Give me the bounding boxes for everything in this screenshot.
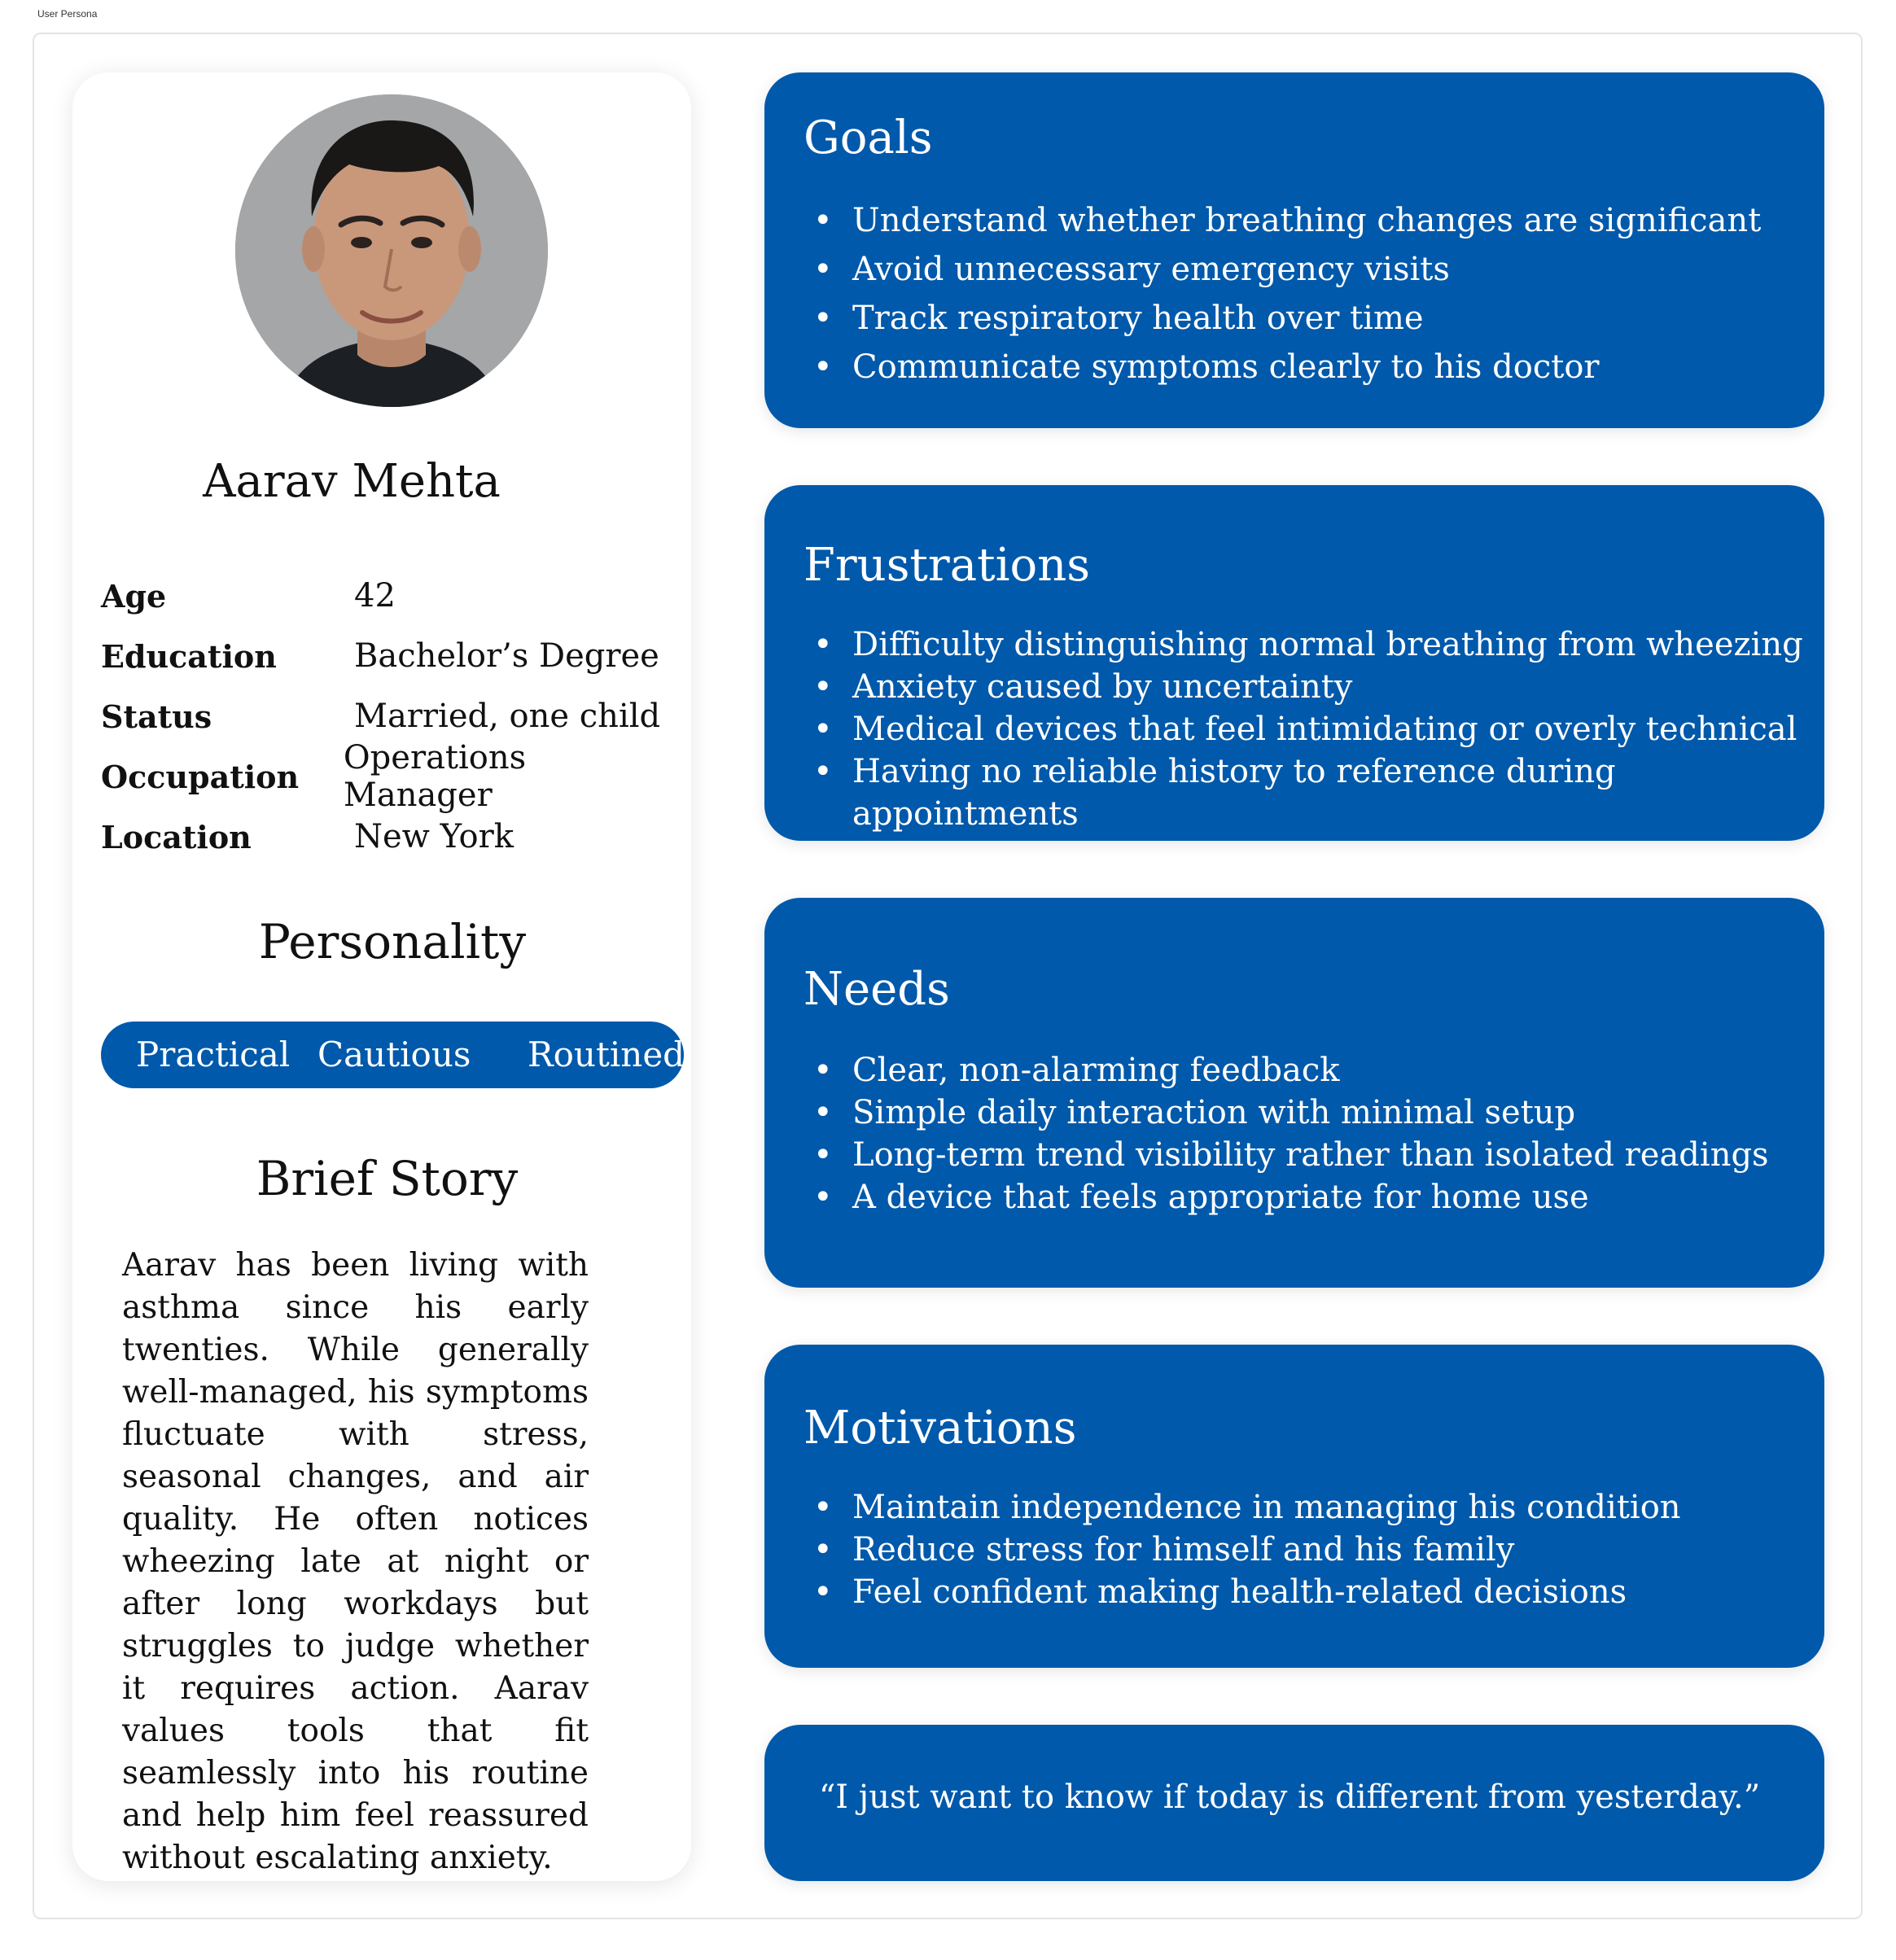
trait-tag: Routined <box>528 1035 685 1074</box>
needs-list <box>813 1049 1769 1218</box>
needs-card <box>764 898 1824 1288</box>
list-item: • Clear, non-alarming feedback <box>813 1049 1769 1092</box>
frustrations-list <box>813 623 1824 835</box>
list-item: • Medical devices that feel intimidating or overly technical <box>813 708 1824 750</box>
list-item: • Anxiety caused by uncertainty <box>813 666 1824 708</box>
detail-value: 42 <box>354 577 396 615</box>
frustrations-title: Frustrations <box>804 539 1091 592</box>
list-item: • Avoid unnecessary emergency visits <box>813 245 1761 294</box>
detail-row-education <box>101 626 671 686</box>
detail-value: Married, one child <box>354 698 661 735</box>
goals-list <box>813 196 1761 392</box>
detail-row-age <box>101 566 671 626</box>
detail-value: Operations Manager <box>343 739 527 814</box>
list-item: • A device that feels appropriate for home use <box>813 1176 1769 1218</box>
frame-label: User Persona <box>37 8 98 20</box>
story-text: Aarav has been living with asthma since his early twenties. While generally well-managed, his symptoms fluctuate with stress, seasonal changes, and air quality. He often notices wheezing late at night or after long workdays but struggles to judge whether it requires action. Aarav values tools that fit seamlessly into his routine and help him feel reassured without escalating anxiety. <box>122 1247 589 1876</box>
detail-row-status <box>101 686 671 746</box>
detail-value: New York <box>354 818 514 855</box>
detail-label: Age <box>101 577 167 615</box>
avatar-portrait <box>235 94 548 407</box>
persona-details <box>101 566 671 867</box>
detail-label: Education <box>101 637 277 675</box>
profile-card <box>72 72 691 1881</box>
motivations-title: Motivations <box>804 1402 1077 1455</box>
list-item: • Reduce stress for himself and his family <box>813 1529 1681 1571</box>
detail-label: Occupation <box>101 758 300 795</box>
list-item: • Long-term trend visibility rather than isolated readings <box>813 1134 1769 1176</box>
story-heading: Brief Story <box>256 1151 519 1206</box>
list-item: • Difficulty distinguishing normal breathing from wheezing <box>813 623 1824 666</box>
persona-name: Aarav Mehta <box>203 455 501 508</box>
frustrations-card <box>764 485 1824 841</box>
detail-row-occupation <box>101 739 671 814</box>
personality-heading: Personality <box>258 914 527 969</box>
motivations-list <box>813 1486 1681 1613</box>
motivations-card <box>764 1345 1824 1668</box>
trait-tag: Cautious <box>317 1035 471 1074</box>
needs-title: Needs <box>804 963 950 1016</box>
trait-tag: Practical <box>136 1035 291 1074</box>
detail-label: Location <box>101 818 252 855</box>
list-item: • Maintain independence in managing his condition <box>813 1486 1681 1529</box>
detail-label: Status <box>101 698 212 735</box>
goals-card <box>764 72 1824 428</box>
detail-row-location <box>101 807 671 867</box>
list-item: • Track respiratory health over time <box>813 294 1761 343</box>
personality-traits <box>101 1022 684 1088</box>
list-item: • Simple daily interaction with minimal setup <box>813 1092 1769 1134</box>
detail-value: Bachelor’s Degree <box>354 637 659 675</box>
list-item: • Feel confident making health-related decisions <box>813 1571 1681 1613</box>
avatar <box>235 94 548 407</box>
list-item: • Understand whether breathing changes are significant <box>813 196 1761 245</box>
list-item: • Communicate symptoms clearly to his doctor <box>813 343 1761 392</box>
quote-card <box>764 1725 1824 1881</box>
list-item: • Having no reliable history to reference during appointments <box>813 750 1824 835</box>
quote-text: “I just want to know if today is different from yesterday.” <box>818 1778 1761 1816</box>
goals-title: Goals <box>804 112 933 164</box>
